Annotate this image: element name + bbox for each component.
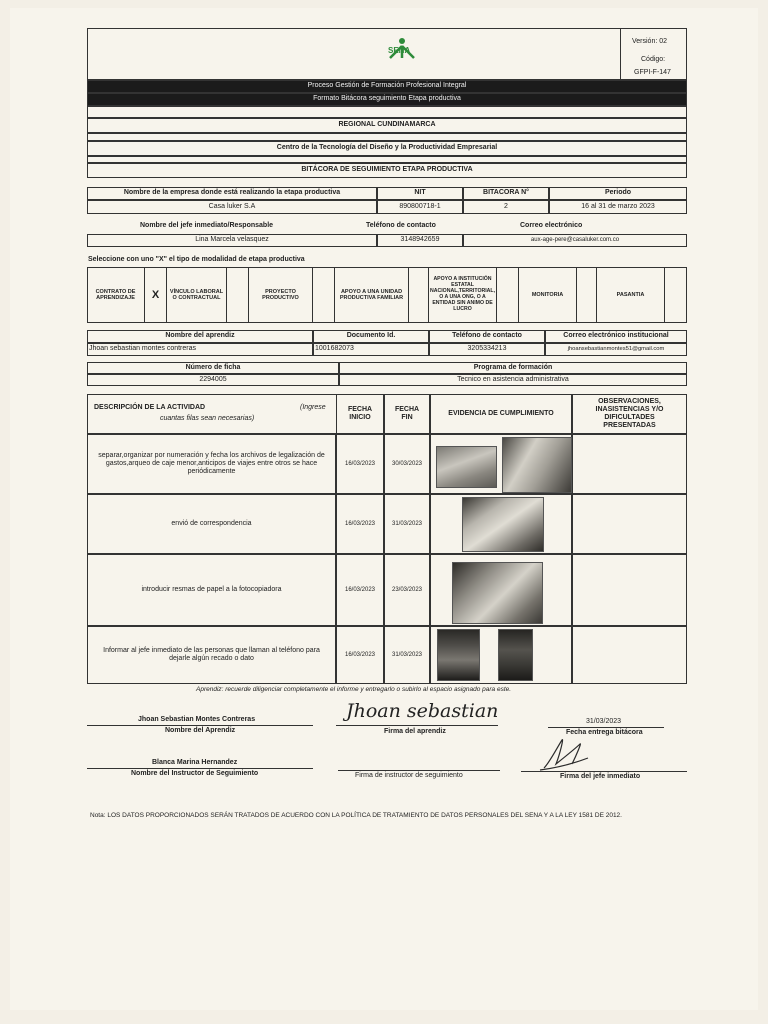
option-monitoria: MONITORIA [519,267,577,323]
apprentice-signature: Jhoan sebastian [346,700,499,722]
apprentice-sig-line [336,725,498,726]
end-header: FECHA FIN [384,394,430,434]
option-vinculo: VÍNCULO LABORAL O CONTRACTUAL [167,267,227,323]
bitacora-title: BITÁCORA DE SEGUIMIENTO ETAPA PRODUCTIVA [87,163,687,178]
desc-header: DESCRIPCIÓN DE LA ACTIVIDAD [94,404,206,411]
option-box [227,267,249,323]
bitacora-number: 2 [463,200,549,214]
spacer-row-2 [87,133,687,141]
apprentice-name-footer: Jhoan Sebastian Montes Contreras [138,716,256,723]
spacer-row [87,106,687,118]
obs-cell [572,554,687,626]
boss-sig-line [521,771,687,772]
company-name-label: Nombre de la empresa donde está realizando la etapa productiva [87,187,377,200]
period-label: Periodo [549,187,687,200]
boss-signature-icon [536,734,596,774]
apprentice-phone-label: Teléfono de contacto [429,330,545,343]
boss-signature [536,734,596,774]
spacer-row-3 [87,156,687,163]
option-apoyo-familiar: APOYO A UNA UNIDAD PRODUCTIVA FAMILIAR [335,267,409,323]
instructor-sig-line [338,770,500,771]
boss-email-label: Correo electrónico [520,222,583,229]
apprentice-phone: 3205334213 [429,343,545,356]
activity-start: 16/03/2023 [336,434,384,494]
bitacora-label: BITACORA N° [463,187,549,200]
option-box [313,267,335,323]
obs-header: OBSERVACIONES, INASISTENCIAS Y/O DIFICULTADES PRESENTADAS [572,394,687,434]
nit-value: 890800718-1 [377,200,463,214]
apprentice-name: Jhoan sebastian montes contreras [87,343,313,356]
delivery-date: 31/03/2023 [586,718,622,725]
boss-phone: 3148942659 [377,234,463,247]
center-name: Centro de la Tecnología del Diseño y la Productividad Empresarial [87,141,687,156]
option-box [577,267,597,323]
evidence-photo [437,629,480,681]
boss-name: Lina Marcela velasquez [87,234,377,247]
activity-start: 16/03/2023 [336,554,384,626]
apprentice-name-line [87,725,313,726]
obs-cell [572,626,687,684]
start-header: FECHA INICIO [336,394,384,434]
code-label: Código: [641,56,666,63]
instructor-name: Blanca Marina Hernandez [152,759,238,766]
evidence-header: EVIDENCIA DE CUMPLIMIENTO [430,394,572,434]
desc-note-2: cuantas filas sean necesarias) [160,415,255,422]
company-name: Casa luker S.A [87,200,377,214]
option-mark: X [145,267,167,323]
desc-note-1: (Ingrese [300,404,326,411]
program-value: Tecnico en asistencia administrativa [339,374,687,386]
boss-phone-label: Teléfono de contacto [366,222,436,229]
apprentice-sig-label: Firma del aprendiz [384,728,446,735]
legal-note: Nota: LOS DATOS PROPORCIONADOS SERÁN TRATADOS DE ACUERDO CON LA POLÍTICA DE TRATAMIENTO DE DATOS PERSONALES DEL SENA Y A LA LEY 1581 DE 2012. [90,812,622,819]
regional: REGIONAL CUNDINAMARCA [87,118,687,133]
instructor-sig-label: Firma de instructor de seguimiento [355,772,463,779]
activity-start: 16/03/2023 [336,494,384,554]
reminder: Aprendiz: recuerde diligenciar completamente el informe y entregarlo o subirlo al espacio asignado para este. [196,686,512,693]
apprentice-doc: 1001682073 [313,343,429,356]
evidence-photo [498,629,533,681]
boss-sig-label: Firma del jefe inmediato [560,773,641,780]
boss-name-label: Nombre del jefe inmediato/Responsable [140,222,274,229]
option-box [497,267,519,323]
option-box [409,267,429,323]
activity-end: 31/03/2023 [384,494,430,554]
logo-text: SENA [388,46,411,55]
apprentice-email: jhoansebastianmontes51@gmail.com [545,343,687,356]
modalidad-instruction: Seleccione con uno "X" el tipo de modalidad de etapa productiva [88,256,305,263]
ficha-value: 2294005 [87,374,339,386]
evidence-photo [502,437,572,493]
period-value: 16 al 31 de marzo 2023 [549,200,687,214]
ficha-label: Número de ficha [87,362,339,374]
activity-desc: Informar al jefe inmediato de las personas que llaman al teléfono para dejarle algún recado o dato [87,626,336,684]
activity-end: 31/03/2023 [384,626,430,684]
activity-start: 16/03/2023 [336,626,384,684]
sena-logo [382,36,422,70]
evidence-photo [462,497,544,552]
obs-cell [572,434,687,494]
delivery-date-line [548,727,664,728]
delivery-date-label: Fecha entrega bitácora [566,729,643,736]
evidence-photo [452,562,543,624]
activity-end: 23/03/2023 [384,554,430,626]
activity-desc: envió de correspondencia [87,494,336,554]
activity-desc: introducir resmas de papel a la fotocopiadora [87,554,336,626]
activity-desc: separar,organizar por numeración y fecha los archivos de legalización de gastos,arqueo de caje menor,anticipos de viajes entre otros se hace periódicamente [87,434,336,494]
nit-label: NIT [377,187,463,200]
format-title: Formato Bitácora seguimiento Etapa productiva [87,93,687,106]
version: Versión: 02 [632,38,668,45]
evidence-photo [436,446,497,488]
apprentice-name-label: Nombre del aprendiz [87,330,313,343]
code-value: GFPI-F-147 [634,69,671,76]
instructor-name-line [87,768,313,769]
instructor-name-label: Nombre del Instructor de Seguimiento [131,770,259,777]
apprentice-email-label: Correo electrónico institucional [545,330,687,343]
boss-email: aux-age-pere@casaluker.com.co [463,234,687,247]
option-contrato: CONTRATO DE APRENDIZAJE [87,267,145,323]
option-proyecto: PROYECTO PRODUCTIVO [249,267,313,323]
activity-end: 30/03/2023 [384,434,430,494]
option-pasantia: PASANTIA [597,267,665,323]
process-title: Proceso Gestión de Formación Profesional Integral [87,80,687,93]
apprentice-doc-label: Documento Id. [313,330,429,343]
program-label: Programa de formación [339,362,687,374]
apprentice-name-footer-label: Nombre del Aprendiz [165,727,236,734]
obs-cell [572,494,687,554]
option-apoyo-institucion: APOYO A INSTITUCIÓN ESTATAL NACIONAL,TERRITORIAL, O A UNA ONG, O A ENTIDAD SIN ANIMO DE LUCRO [429,267,497,323]
